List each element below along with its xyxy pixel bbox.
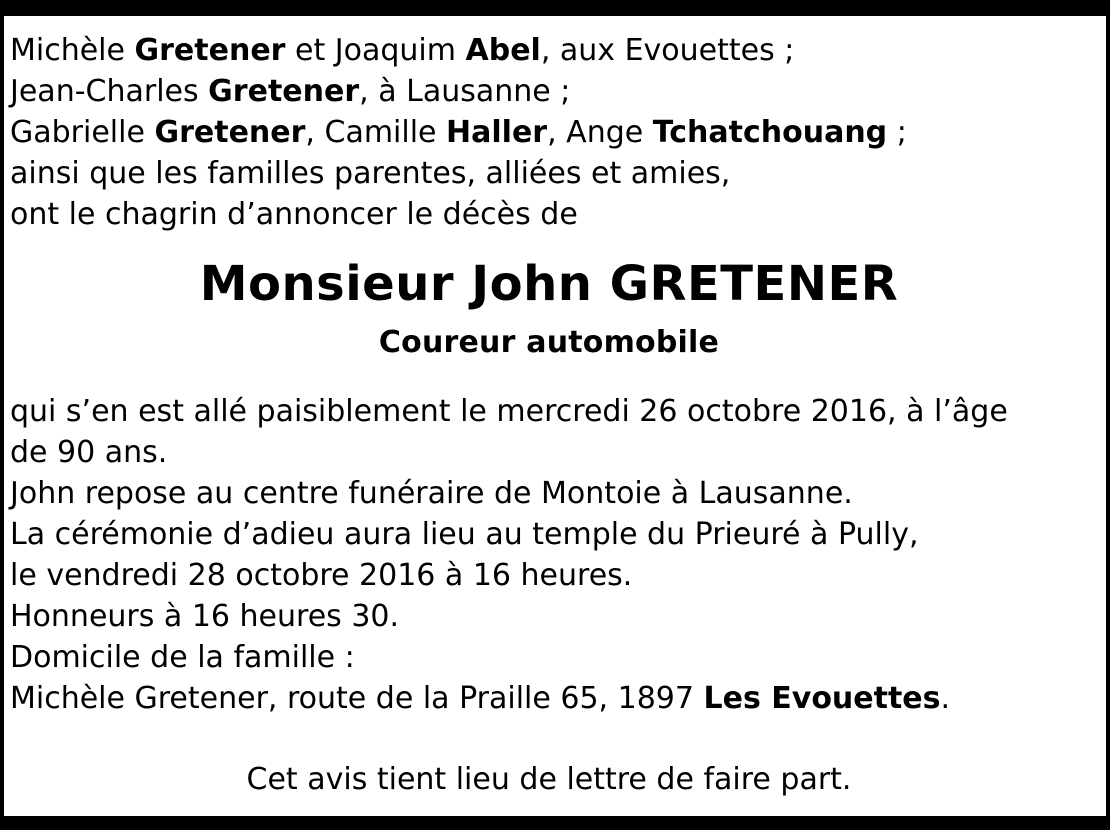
closing-line: Cet avis tient lieu de lettre de faire part. bbox=[246, 762, 852, 797]
plain-text: Honneurs à 16 heures 30. bbox=[10, 599, 400, 634]
text-line bbox=[10, 555, 1088, 596]
deceased-role: Coureur automobile bbox=[378, 325, 720, 360]
emphasis-text: Gretener bbox=[208, 74, 360, 109]
plain-text: Gabrielle bbox=[10, 115, 155, 150]
plain-text: ont le chagrin d’annoncer le décès de bbox=[10, 197, 578, 232]
plain-text: Michèle bbox=[10, 33, 135, 68]
text-line bbox=[10, 112, 1088, 153]
text-line bbox=[10, 432, 1088, 473]
text-line bbox=[10, 391, 1088, 432]
top-rule bbox=[0, 0, 1110, 16]
plain-text: qui s’en est allé paisiblement le mercredi 26 octobre 2016, à l’âge bbox=[10, 394, 1008, 429]
bottom-rule bbox=[0, 816, 1110, 830]
text-line bbox=[10, 678, 1088, 719]
body-block bbox=[10, 391, 1088, 719]
emphasis-text: Haller bbox=[446, 115, 548, 150]
deceased-name: Monsieur John GRETENER bbox=[199, 256, 899, 312]
survivors-block bbox=[10, 30, 1088, 235]
plain-text: , Ange bbox=[547, 115, 653, 150]
plain-text: ainsi que les familles parentes, alliées et amies, bbox=[10, 156, 731, 191]
plain-text: , Camille bbox=[305, 115, 447, 150]
emphasis-text: Abel bbox=[465, 33, 541, 68]
emphasis-text: Gretener bbox=[154, 115, 306, 150]
emphasis-text: Gretener bbox=[134, 33, 286, 68]
text-line bbox=[10, 473, 1088, 514]
plain-text: Domicile de la famille : bbox=[10, 640, 355, 675]
plain-text: de 90 ans. bbox=[10, 435, 168, 470]
emphasis-text: Les Evouettes bbox=[703, 681, 941, 716]
plain-text: le vendredi 28 octobre 2016 à 16 heures. bbox=[10, 558, 633, 593]
text-line bbox=[10, 514, 1088, 555]
plain-text: , à Lausanne ; bbox=[359, 74, 571, 109]
plain-text: et Joaquim bbox=[285, 33, 466, 68]
text-line bbox=[10, 637, 1088, 678]
plain-text: Michèle Gretener, route de la Praille 65, 1897 bbox=[10, 681, 704, 716]
text-line bbox=[10, 194, 1088, 235]
plain-text: John repose au centre funéraire de Montoie à Lausanne. bbox=[10, 476, 853, 511]
text-line bbox=[10, 596, 1088, 637]
plain-text: , aux Evouettes ; bbox=[540, 33, 795, 68]
plain-text: . bbox=[940, 681, 951, 716]
plain-text: Jean-Charles bbox=[10, 74, 209, 109]
text-line bbox=[10, 71, 1088, 112]
plain-text: ; bbox=[887, 115, 907, 150]
right-edge-rule bbox=[1106, 0, 1110, 830]
notice-content bbox=[4, 16, 1106, 816]
text-line bbox=[10, 153, 1088, 194]
emphasis-text: Tchatchouang bbox=[652, 115, 888, 150]
text-line bbox=[10, 30, 1088, 71]
plain-text: La cérémonie d’adieu aura lieu au temple du Prieuré à Pully, bbox=[10, 517, 919, 552]
